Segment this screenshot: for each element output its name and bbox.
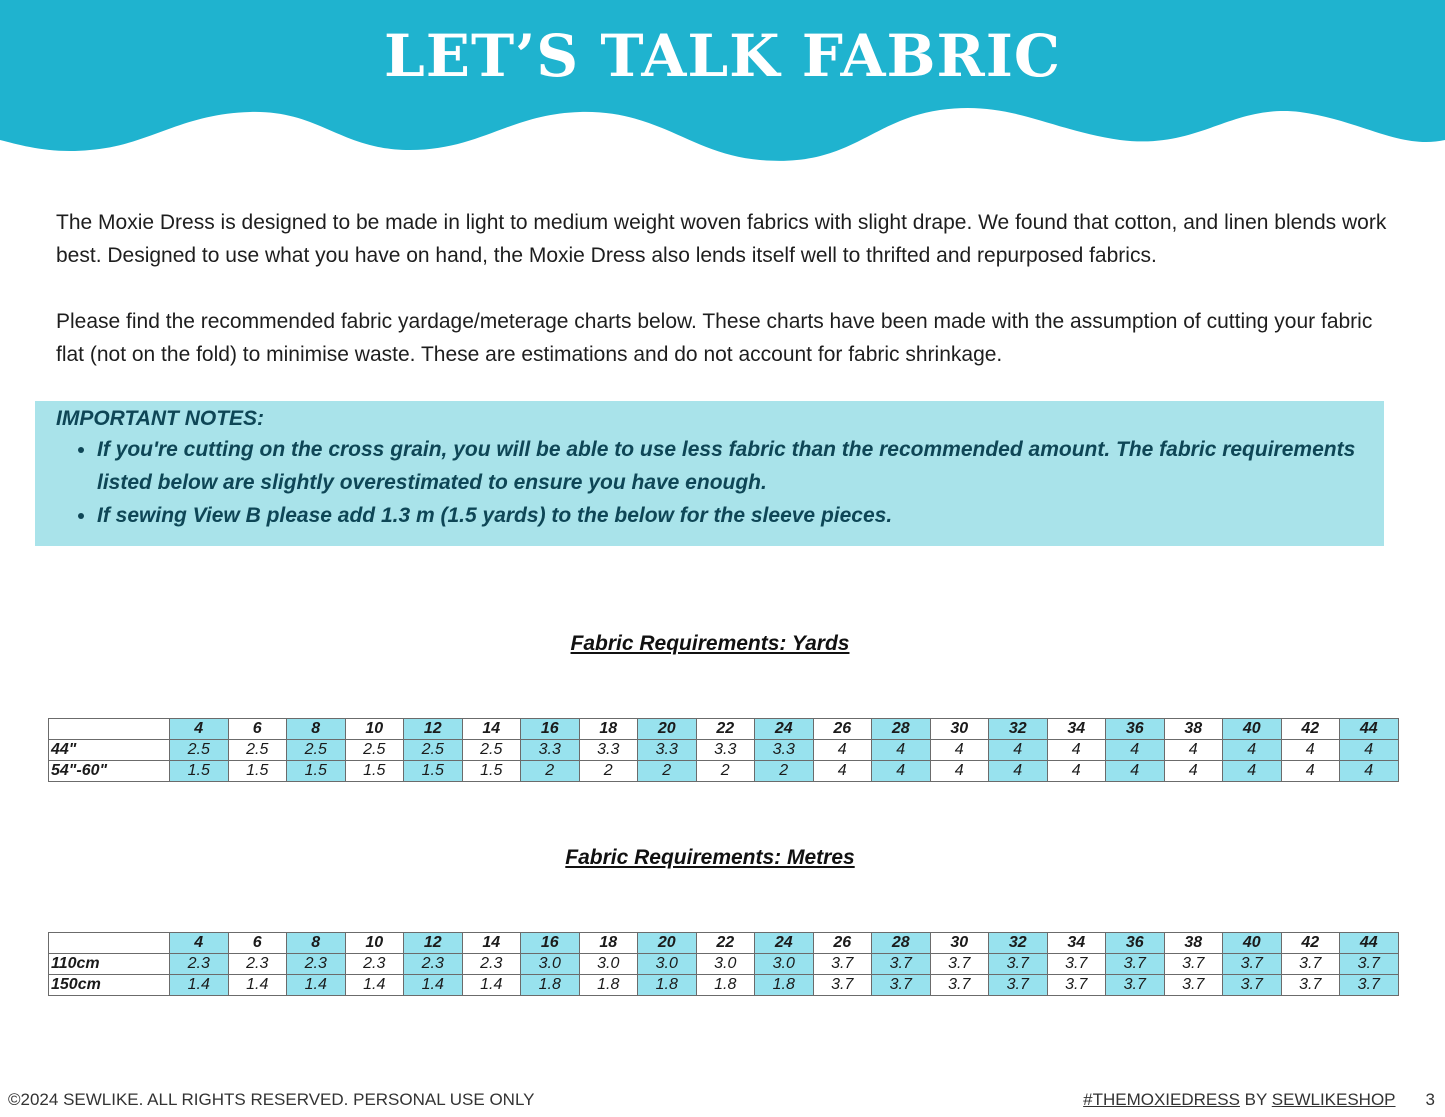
requirement-cell: 1.5 [228,761,287,782]
size-header-cell: 36 [1106,719,1165,740]
size-header-cell: 44 [1340,933,1399,954]
requirement-cell: 3.7 [1340,954,1399,975]
requirement-cell: 3.3 [521,740,580,761]
size-header-cell: 32 [989,933,1048,954]
metres-table [48,932,1399,996]
size-header-cell: 12 [404,933,463,954]
intro-paragraph-2: Please find the recommended fabric yardage/meterage charts below. These charts have been made with the assumption of cutting your fabric flat (not on the fold) to minimise waste. These are estimations and do not account for fabric shrinkage. [56,310,1373,366]
size-header-cell: 4 [170,719,229,740]
size-header-cell: 14 [462,933,521,954]
size-header-cell: 10 [345,933,404,954]
requirement-cell: 3.7 [1164,975,1223,996]
requirement-cell: 3.7 [989,975,1048,996]
notes-heading: IMPORTANT NOTES: [56,407,265,430]
requirement-cell: 2.3 [404,954,463,975]
requirement-cell: 3.3 [579,740,638,761]
requirement-cell: 3.0 [521,954,580,975]
requirement-cell: 2.3 [228,954,287,975]
size-header-cell: 36 [1106,933,1165,954]
size-header-cell: 30 [930,933,989,954]
requirement-cell: 3.3 [638,740,697,761]
intro-paragraph-1: The Moxie Dress is designed to be made in light to medium weight woven fabrics with slight drape. We found that cotton, and linen blends work best. Designed to use what you have on hand, the Moxie Dress also lends itself well to thrifted and repurposed fabrics. [56,211,1387,267]
requirement-cell: 3.7 [930,954,989,975]
requirement-cell: 1.5 [404,761,463,782]
requirement-cell: 4 [1164,761,1223,782]
requirement-cell: 4 [1106,761,1165,782]
requirement-cell: 3.0 [755,954,814,975]
requirement-cell: 3.7 [1106,954,1165,975]
table-header-row [49,719,1399,740]
size-header-cell: 24 [755,719,814,740]
size-header-cell: 16 [521,719,580,740]
requirement-cell: 3.7 [1223,954,1282,975]
requirement-cell: 3.7 [813,954,872,975]
requirement-cell: 4 [989,761,1048,782]
requirement-cell: 2.5 [228,740,287,761]
requirement-cell: 4 [813,761,872,782]
table-row [49,740,1399,761]
size-header-cell: 42 [1281,719,1340,740]
requirement-cell: 2.3 [287,954,346,975]
size-header-cell: 20 [638,719,697,740]
important-notes-box [35,401,1384,546]
size-header-cell: 34 [1047,933,1106,954]
size-header-cell: 4 [170,933,229,954]
page-title: LET’S TALK FABRIC [383,22,1062,90]
size-header-cell: 22 [696,719,755,740]
requirement-cell: 2.5 [287,740,346,761]
fabric-width-label: 110cm [49,954,170,975]
requirement-cell: 1.8 [696,975,755,996]
requirement-cell: 3.3 [755,740,814,761]
fabric-width-label: 54"-60" [49,761,170,782]
requirement-cell: 4 [1106,740,1165,761]
requirement-cell: 2 [521,761,580,782]
requirement-cell: 3.7 [872,975,931,996]
header-blank-cell [49,933,170,954]
size-header-cell: 38 [1164,933,1223,954]
requirement-cell: 1.4 [345,975,404,996]
requirement-cell: 3.0 [579,954,638,975]
size-header-cell: 6 [228,719,287,740]
requirement-cell: 4 [813,740,872,761]
requirement-cell: 4 [930,761,989,782]
size-header-cell: 26 [813,933,872,954]
requirement-cell: 4 [1223,740,1282,761]
requirement-cell: 3.3 [696,740,755,761]
header-blank-cell [49,719,170,740]
footer-right [1083,1090,1435,1110]
requirement-cell: 1.4 [170,975,229,996]
size-header-cell: 24 [755,933,814,954]
requirement-cell: 3.7 [1340,975,1399,996]
size-header-cell: 42 [1281,933,1340,954]
requirement-cell: 3.7 [1106,975,1165,996]
note-item: • If you're cutting on the cross grain, you will be able to use less fabric than the recommended amount. The fabric requirements listed below are slightly overestimated to ensure you have enough. [97,433,1387,499]
table-row [49,975,1399,996]
size-header-cell: 8 [287,933,346,954]
requirement-cell: 4 [872,761,931,782]
note-item: • If sewing View B please add 1.3 m (1.5 yards) to the below for the sleeve pieces. [97,499,1387,532]
size-header-cell: 20 [638,933,697,954]
requirement-cell: 3.7 [1281,975,1340,996]
hashtag-link[interactable]: #THEMOXIEDRESS [1083,1090,1240,1109]
size-header-cell: 18 [579,933,638,954]
requirement-cell: 2.3 [345,954,404,975]
requirement-cell: 1.5 [462,761,521,782]
requirement-cell: 1.8 [755,975,814,996]
shop-link[interactable]: SEWLIKESHOP [1271,1090,1396,1109]
size-header-cell: 12 [404,719,463,740]
requirement-cell: 1.4 [462,975,521,996]
size-header-cell: 40 [1223,719,1282,740]
requirement-cell: 3.0 [638,954,697,975]
requirement-cell: 4 [1223,761,1282,782]
requirement-cell: 1.8 [638,975,697,996]
requirement-cell: 4 [1281,761,1340,782]
size-header-cell: 26 [813,719,872,740]
metres-table-title: Fabric Requirements: Metres [565,846,855,869]
requirement-cell: 3.7 [1281,954,1340,975]
table-row [49,761,1399,782]
size-header-cell: 28 [872,933,931,954]
fabric-width-label: 150cm [49,975,170,996]
size-header-cell: 16 [521,933,580,954]
requirement-cell: 1.8 [521,975,580,996]
requirement-cell: 3.7 [1047,954,1106,975]
requirement-cell: 1.5 [345,761,404,782]
copyright-notice: ©2024 SEWLIKE. ALL RIGHTS RESERVED. PERSONAL USE ONLY [8,1090,535,1109]
requirement-cell: 1.4 [287,975,346,996]
requirement-cell: 2.5 [462,740,521,761]
yards-table-title: Fabric Requirements: Yards [570,632,850,655]
table-header-row [49,933,1399,954]
requirement-cell: 2.3 [170,954,229,975]
requirement-cell: 4 [1164,740,1223,761]
table-row [49,954,1399,975]
requirement-cell: 4 [1281,740,1340,761]
size-header-cell: 8 [287,719,346,740]
size-header-cell: 6 [228,933,287,954]
size-header-cell: 14 [462,719,521,740]
size-header-cell: 10 [345,719,404,740]
yards-table [48,718,1399,782]
requirement-cell: 1.8 [579,975,638,996]
requirement-cell: 3.7 [1223,975,1282,996]
requirement-cell: 2 [579,761,638,782]
fabric-width-label: 44" [49,740,170,761]
requirement-cell: 2 [638,761,697,782]
requirement-cell: 4 [1340,761,1399,782]
requirement-cell: 3.0 [696,954,755,975]
size-header-cell: 30 [930,719,989,740]
size-header-cell: 34 [1047,719,1106,740]
size-header-cell: 44 [1340,719,1399,740]
requirement-cell: 4 [1047,761,1106,782]
requirement-cell: 1.5 [170,761,229,782]
requirement-cell: 3.7 [872,954,931,975]
requirement-cell: 3.7 [930,975,989,996]
requirement-cell: 4 [872,740,931,761]
requirement-cell: 1.4 [404,975,463,996]
requirement-cell: 2 [755,761,814,782]
requirement-cell: 4 [930,740,989,761]
requirement-cell: 3.7 [813,975,872,996]
requirement-cell: 2 [696,761,755,782]
size-header-cell: 18 [579,719,638,740]
requirement-cell: 4 [1340,740,1399,761]
size-header-cell: 28 [872,719,931,740]
footer-by: BY [1239,1090,1272,1109]
size-header-cell: 40 [1223,933,1282,954]
size-header-cell: 32 [989,719,1048,740]
requirement-cell: 1.5 [287,761,346,782]
requirement-cell: 4 [989,740,1048,761]
requirement-cell: 2.5 [345,740,404,761]
requirement-cell: 2.3 [462,954,521,975]
size-header-cell: 38 [1164,719,1223,740]
requirement-cell: 2.5 [404,740,463,761]
requirement-cell: 3.7 [1047,975,1106,996]
size-header-cell: 22 [696,933,755,954]
requirement-cell: 3.7 [989,954,1048,975]
page-number: 3 [1425,1090,1435,1109]
requirement-cell: 1.4 [228,975,287,996]
requirement-cell: 2.5 [170,740,229,761]
requirement-cell: 3.7 [1164,954,1223,975]
requirement-cell: 4 [1047,740,1106,761]
